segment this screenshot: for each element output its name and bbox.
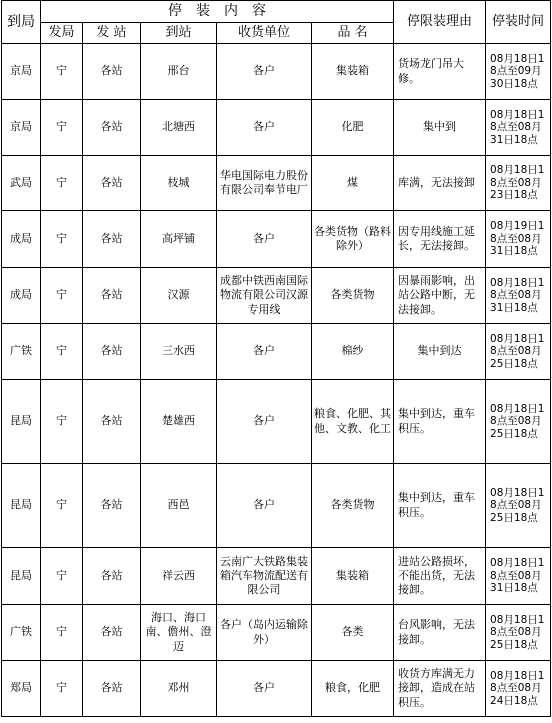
cell-dest-bureau: 郑局	[2, 661, 41, 717]
cell-to-station: 邢台	[141, 44, 217, 100]
header-from-bureau: 发局	[41, 23, 83, 44]
cell-from-bureau: 宁	[41, 464, 83, 548]
cell-from-bureau: 宁	[41, 380, 83, 464]
header-dest-bureau: 到局	[2, 1, 41, 44]
cell-from-station: 各站	[83, 211, 141, 268]
cell-dest-bureau: 昆局	[2, 548, 41, 605]
cell-from-station: 各站	[83, 380, 141, 464]
cell-time: 08月18日18点至08月23日18点	[486, 156, 551, 211]
table-row	[2, 380, 551, 464]
cell-time: 08月18日18点至09月30日18点	[486, 44, 551, 100]
cell-reason: 货场龙门吊大修。	[394, 44, 486, 100]
cell-reason: 进站公路损坏，不能出货，无法接卸。	[394, 548, 486, 605]
cell-from-bureau: 宁	[41, 211, 83, 268]
cell-time: 08月18日18点至08月25日18点	[486, 380, 551, 464]
cell-dest-bureau: 成局	[2, 211, 41, 268]
cell-from-bureau: 宁	[41, 605, 83, 661]
cell-reason: 集中到达	[394, 324, 486, 380]
cell-reason: 库满，无法接卸	[394, 156, 486, 211]
cell-consignee: 各户	[217, 380, 312, 464]
cell-from-bureau: 宁	[41, 324, 83, 380]
table-row	[2, 100, 551, 156]
cell-goods: 棉纱	[312, 324, 394, 380]
header-stop-content: 停 装 内 容	[41, 1, 394, 23]
cell-from-bureau: 宁	[41, 661, 83, 717]
cell-dest-bureau: 京局	[2, 100, 41, 156]
header-consignee: 收货单位	[217, 23, 312, 44]
cell-from-bureau: 宁	[41, 44, 83, 100]
cell-consignee: 各户	[217, 44, 312, 100]
cell-dest-bureau: 广铁	[2, 324, 41, 380]
cell-time: 08月18日18点至08月25日18点	[486, 464, 551, 548]
table-row	[2, 464, 551, 548]
cell-time: 08月18日18点至08月31日18点	[486, 548, 551, 605]
stop-loading-table	[1, 0, 551, 717]
cell-goods: 集装箱	[312, 44, 394, 100]
cell-dest-bureau: 京局	[2, 44, 41, 100]
cell-reason: 台风影响，无法接卸。	[394, 605, 486, 661]
cell-to-station: 北塘西	[141, 100, 217, 156]
cell-consignee: 华电国际电力股份有限公司奉节电厂	[217, 156, 312, 211]
cell-from-station: 各站	[83, 464, 141, 548]
cell-dest-bureau: 广铁	[2, 605, 41, 661]
cell-from-bureau: 宁	[41, 156, 83, 211]
cell-from-bureau: 宁	[41, 268, 83, 324]
cell-consignee: 各户	[217, 464, 312, 548]
cell-to-station: 海口、海口南、儋州、澄迈	[141, 605, 217, 661]
cell-dest-bureau: 成局	[2, 268, 41, 324]
cell-to-station: 枝城	[141, 156, 217, 211]
cell-time: 08月18日18点至08月31日18点	[486, 268, 551, 324]
table-row	[2, 268, 551, 324]
cell-from-station: 各站	[83, 44, 141, 100]
cell-to-station: 高坪铺	[141, 211, 217, 268]
cell-time: 08月19日18点至08月31日18点	[486, 211, 551, 268]
cell-time: 08月18日18点至08月31日18点	[486, 100, 551, 156]
cell-to-station: 祥云西	[141, 548, 217, 605]
header-time: 停装时间	[486, 1, 551, 44]
cell-time: 08月18日18点至08月25日18点	[486, 324, 551, 380]
table-row	[2, 324, 551, 380]
cell-time: 08月18日18点至08月24日18点	[486, 661, 551, 717]
cell-reason: 集中到达，重车积压。	[394, 464, 486, 548]
header-from-station: 发 站	[83, 23, 141, 44]
cell-to-station: 三水西	[141, 324, 217, 380]
cell-goods: 粮食，化肥	[312, 661, 394, 717]
cell-consignee: 各户（岛内运输除外）	[217, 605, 312, 661]
cell-reason: 集中到达，重车积压。	[394, 380, 486, 464]
cell-from-station: 各站	[83, 324, 141, 380]
cell-goods: 各类货物	[312, 464, 394, 548]
cell-goods: 集装箱	[312, 548, 394, 605]
cell-from-station: 各站	[83, 548, 141, 605]
cell-to-station: 西邑	[141, 464, 217, 548]
cell-consignee: 各户	[217, 324, 312, 380]
cell-goods: 煤	[312, 156, 394, 211]
cell-reason: 收货方库满无力接卸，造成在站积压。	[394, 661, 486, 717]
table-row	[2, 605, 551, 661]
cell-from-station: 各站	[83, 605, 141, 661]
cell-goods: 各类货物（路料除外）	[312, 211, 394, 268]
cell-from-station: 各站	[83, 100, 141, 156]
cell-goods: 各类货物	[312, 268, 394, 324]
cell-from-station: 各站	[83, 156, 141, 211]
cell-from-station: 各站	[83, 661, 141, 717]
cell-consignee: 各户	[217, 211, 312, 268]
cell-reason: 因暴雨影响，出站公路中断，无法接卸。	[394, 268, 486, 324]
cell-goods: 各类	[312, 605, 394, 661]
cell-dest-bureau: 武局	[2, 156, 41, 211]
cell-reason: 集中到	[394, 100, 486, 156]
cell-to-station: 汉源	[141, 268, 217, 324]
cell-reason: 因专用线施工延长，无法接卸。	[394, 211, 486, 268]
cell-consignee: 成都中铁西南国际物流有限公司汉源专用线	[217, 268, 312, 324]
cell-to-station: 邓州	[141, 661, 217, 717]
header-goods: 品 名	[312, 23, 394, 44]
table-row	[2, 211, 551, 268]
cell-dest-bureau: 昆局	[2, 380, 41, 464]
header-row-1	[2, 1, 551, 23]
table-row	[2, 661, 551, 717]
cell-consignee: 各户	[217, 100, 312, 156]
cell-dest-bureau: 昆局	[2, 464, 41, 548]
cell-consignee: 云南广大铁路集装箱汽车物流配送有限公司	[217, 548, 312, 605]
table-row	[2, 44, 551, 100]
cell-from-bureau: 宁	[41, 548, 83, 605]
header-to-station: 到站	[141, 23, 217, 44]
cell-consignee: 各户	[217, 661, 312, 717]
cell-to-station: 楚雄西	[141, 380, 217, 464]
cell-goods: 粮食、化肥、其他、文教、化工	[312, 380, 394, 464]
cell-time: 08月18日18点至08月25日18点	[486, 605, 551, 661]
table-row	[2, 156, 551, 211]
cell-from-bureau: 宁	[41, 100, 83, 156]
header-reason: 停限装理由	[394, 1, 486, 44]
cell-goods: 化肥	[312, 100, 394, 156]
table-row	[2, 548, 551, 605]
cell-from-station: 各站	[83, 268, 141, 324]
